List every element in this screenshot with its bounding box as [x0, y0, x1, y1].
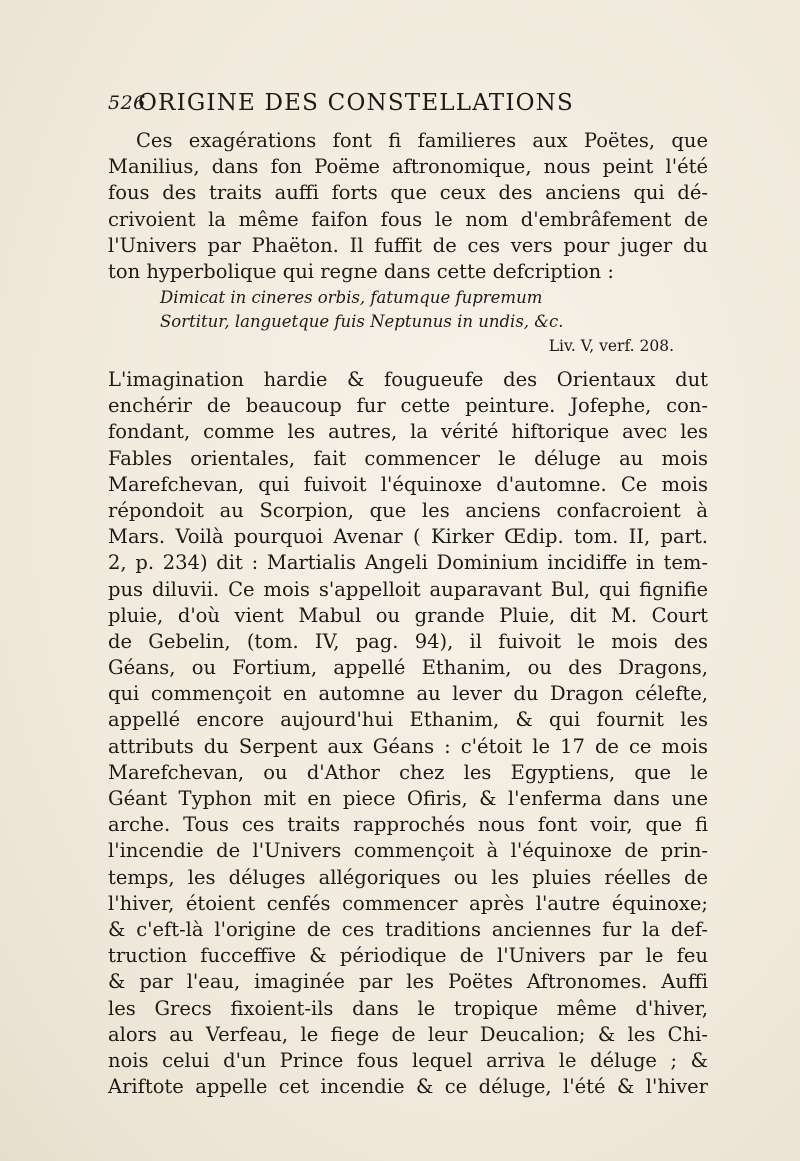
text-line: qui commençoit en automne au lever du Dragon célefte,	[108, 682, 708, 706]
text-line: temps, les déluges allégoriques ou les pluies réelles de	[108, 865, 708, 889]
text-line: crivoient la même faifon fous le nom d'embrâfement de	[108, 207, 708, 231]
text-line: & c'eft-là l'origine de ces traditions anciennes fur la def-	[108, 917, 708, 941]
running-title: ORIGINE DES CONSTELLATIONS	[138, 90, 574, 116]
text-line: nois celui d'un Prince fous lequel arriva le déluge ; &	[108, 1048, 708, 1072]
text-line: Ces exagérations font fi familieres aux Poëtes, que	[136, 129, 708, 152]
page-number: 526	[108, 92, 146, 114]
text-line: appellé encore aujourd'hui Ethanim, & qui fournit les	[108, 708, 708, 732]
text-line: répondoit au Scorpion, que les anciens confacroient à	[108, 498, 708, 522]
text-line: L'imagination hardie & fougueufe des Orientaux dut	[108, 368, 708, 391]
text-line: pluie, d'où vient Mabul ou grande Pluie, dit M. Court	[108, 603, 708, 627]
quote-line: Sortitur, languetque fuis Neptunus in undis, &c.	[160, 312, 564, 331]
text-line: l'incendie de l'Univers commençoit à l'équinoxe de prin-	[108, 839, 708, 863]
text-line: Manilius, dans fon Poëme aftronomique, nous peint l'été	[108, 155, 708, 179]
text-line: Mars. Voilà pourquoi Avenar ( Kirker Œdip. tom. II, part.	[108, 525, 708, 549]
text-line: enchérir de beaucoup fur cette peinture. Jofephe, con-	[108, 394, 708, 418]
text-line: Marefchevan, ou d'Athor chez les Egyptiens, que le	[108, 760, 708, 784]
text-line: Géant Typhon mit en piece Ofiris, & l'enferma dans une	[108, 787, 708, 810]
quote-line: Dimicat in cineres orbis, fatumque fupremum	[160, 288, 543, 307]
quote-reference: Liv. V, verf. 208.	[548, 337, 674, 355]
text-line: de Gebelin, (tom. IV, pag. 94), il fuivoit le mois des	[108, 629, 708, 653]
latin-quotation	[160, 286, 720, 358]
text-line: fous des traits auffi forts que ceux des anciens qui dé-	[108, 181, 708, 205]
text-line: ton hyperbolique qui regne dans cette defcription :	[108, 259, 614, 283]
text-line: pus diluvii. Ce mois s'appelloit auparavant Bul, qui fignifie	[108, 577, 708, 601]
text-line: l'hiver, étoient cenfés commencer après l'autre équinoxe;	[108, 891, 708, 915]
text-line: fondant, comme les autres, la vérité hiftorique avec les	[108, 420, 708, 444]
text-line: l'Univers par Phaëton. Il fuffit de ces vers pour juger du	[108, 233, 708, 257]
text-line: Marefchevan, qui fuivoit l'équinoxe d'automne. Ce mois	[108, 472, 708, 496]
page-header	[108, 92, 708, 122]
paragraph-1	[108, 128, 708, 285]
text-line: Géans, ou Fortium, appellé Ethanim, ou des Dragons,	[108, 656, 708, 680]
text-line: & par l'eau, imaginée par les Poëtes Aftronomes. Auffi	[108, 970, 708, 994]
text-line: attributs du Serpent aux Géans : c'étoit le 17 de ce mois	[108, 734, 708, 758]
text-line: alors au Verfeau, le fiege de leur Deucalion; & les Chi-	[108, 1022, 708, 1046]
text-line: 2, p. 234) dit : Martialis Angeli Dominium incidiffe in tem-	[108, 551, 708, 575]
text-line: Fables orientales, fait commencer le déluge au mois	[108, 446, 708, 470]
text-line: les Grecs fixoient-ils dans le tropique même d'hiver,	[108, 996, 708, 1020]
paragraph-2	[108, 367, 708, 1100]
text-line: arche. Tous ces traits rapprochés nous font voir, que fi	[108, 813, 708, 837]
text-line: Ariftote appelle cet incendie & ce déluge, l'été & l'hiver	[108, 1075, 708, 1099]
text-line: truction fucceffive & périodique de l'Univers par le feu	[108, 944, 708, 968]
